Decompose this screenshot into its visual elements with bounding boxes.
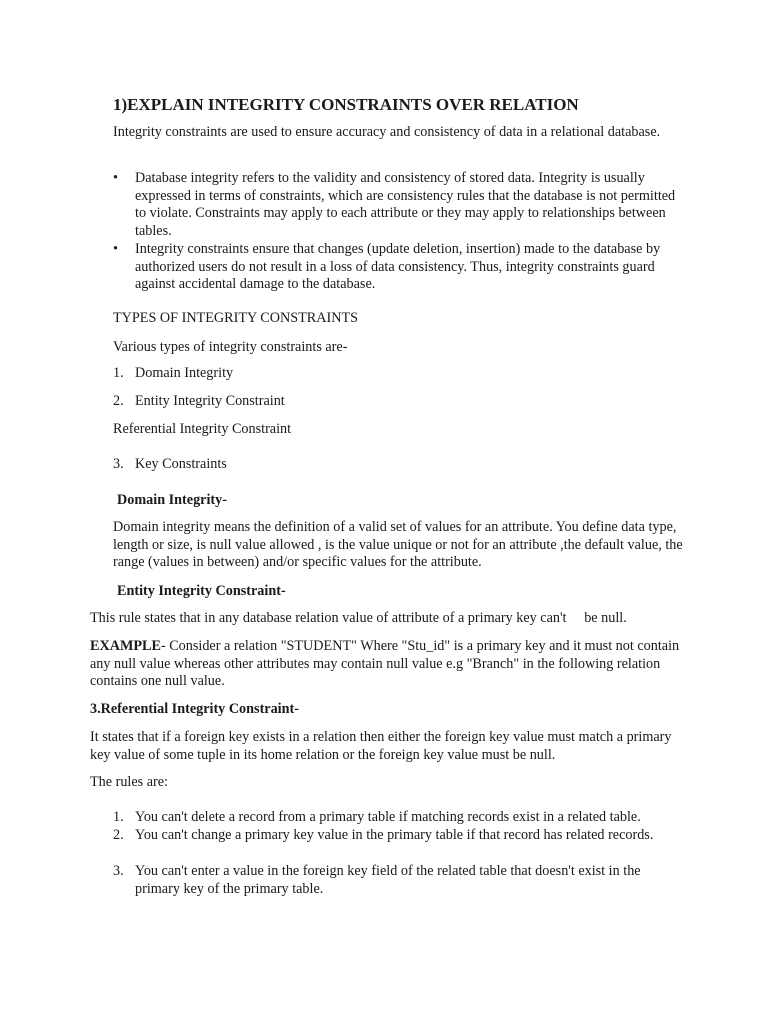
bullet-item <box>113 241 683 294</box>
bullet-text: Integrity constraints ensure that changes (update deletion, insertion) made to the database by authorized users do not result in a loss of data consistency. Thus, integrity constraints guard against accidental damage to the database. <box>135 241 661 292</box>
list-label: Entity Integrity Constraint <box>135 393 285 409</box>
list-number: 1. <box>113 365 124 381</box>
list-number: 1. <box>113 809 124 825</box>
list-number: 2. <box>113 393 124 409</box>
referential-plain-line: Referential Integrity Constraint <box>113 421 292 437</box>
types-intro: Various types of integrity constraints are- <box>113 339 348 355</box>
domain-heading: Domain Integrity- <box>117 492 227 508</box>
types-heading: TYPES OF INTEGRITY CONSTRAINTS <box>113 310 359 326</box>
list-label: Key Constraints <box>135 456 227 472</box>
intro-paragraph: Integrity constraints are used to ensure accuracy and consistency of data in a relational database. <box>113 124 661 140</box>
rules-intro: The rules are: <box>90 774 168 790</box>
list-label: Domain Integrity <box>135 365 234 381</box>
page-title: 1)EXPLAIN INTEGRITY CONSTRAINTS OVER RELATION <box>113 95 579 114</box>
rule-text: You can't delete a record from a primary table if matching records exist in a related table. <box>135 809 641 825</box>
bullet-text: Database integrity refers to the validity and consistency of stored data. Integrity is usually expressed in terms of constraints, which are consistency rules that the database is not permitted to violate. Constraints may apply to each attribute or they may apply to relationships between tables. <box>135 170 676 239</box>
list-number: 3. <box>113 863 124 879</box>
entity-heading: Entity Integrity Constraint- <box>117 583 286 599</box>
domain-paragraph: Domain integrity means the definition of a valid set of values for an attribute. You define data type, length or size, is null value allowed , is the value unique or not for an attribute ,the default value, the range (values in between) and/or specific values for the attribute. <box>113 519 683 570</box>
bullet-item <box>113 170 683 240</box>
rule-item <box>113 863 683 898</box>
types-list-item <box>113 456 227 474</box>
list-number: 3. <box>113 456 124 472</box>
example-paragraph <box>90 638 690 691</box>
referential-heading: 3.Referential Integrity Constraint- <box>90 701 299 717</box>
bullet-marker: • <box>113 170 118 186</box>
referential-paragraph: It states that if a foreign key exists in a relation then either the foreign key value must match a primary key value of some tuple in its home relation or the foreign key value must be null. <box>90 729 672 763</box>
rule-text: You can't enter a value in the foreign key field of the related table that doesn't exist in the primary key of the primary table. <box>135 863 641 897</box>
rule-item <box>113 809 683 827</box>
entity-paragraph: This rule states that in any database relation value of attribute of a primary key can't be null. <box>90 610 627 626</box>
types-list-item <box>113 365 233 383</box>
example-label: EXAMPLE <box>90 638 161 654</box>
types-list-item <box>113 393 285 411</box>
rule-item <box>113 827 683 845</box>
rule-text: You can't change a primary key value in the primary table if that record has related records. <box>135 827 654 843</box>
list-number: 2. <box>113 827 124 843</box>
example-text: - Consider a relation "STUDENT" Where "Stu_id" is a primary key and it must not contain any null value whereas other attributes may contain null value e.g "Branch" in the following relation contains one null value. <box>90 638 680 689</box>
bullet-marker: • <box>113 241 118 257</box>
